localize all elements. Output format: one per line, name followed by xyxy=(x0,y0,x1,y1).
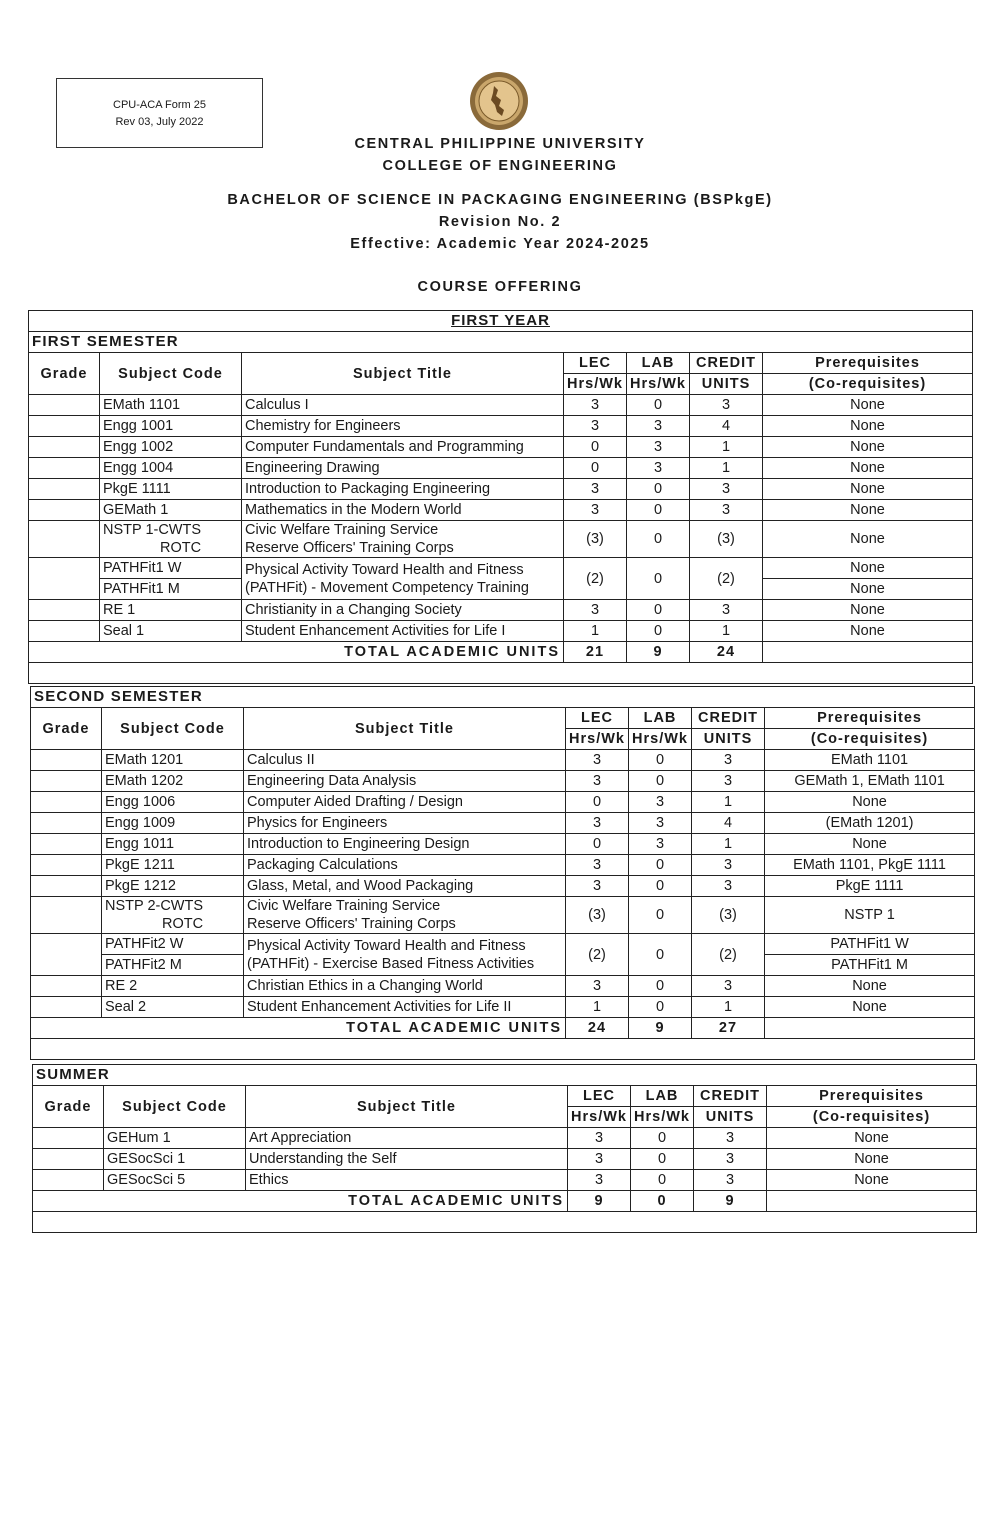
total-row: TOTAL ACADEMIC UNITS 9 0 9 xyxy=(33,1191,977,1212)
course-offering-title: COURSE OFFERING xyxy=(417,279,583,295)
total-row: TOTAL ACADEMIC UNITS 21 9 24 xyxy=(29,642,973,663)
semester-title: SECOND SEMESTER xyxy=(31,687,975,708)
col-units: UNITS xyxy=(690,374,763,395)
table-row: Engg 1011 Introduction to Engineering Design 0 3 1 None xyxy=(31,834,975,855)
table-row: GESocSci 1 Understanding the Self 3 0 3 None xyxy=(33,1149,977,1170)
table-row: GEHum 1 Art Appreciation 3 0 3 None xyxy=(33,1128,977,1149)
table-row: RE 1 Christianity in a Changing Society 3 0 3 None xyxy=(29,600,973,621)
table-row: PkgE 1212 Glass, Metal, and Wood Packaging 3 0 3 PkgE 1111 xyxy=(31,876,975,897)
table-row: Engg 1002 Computer Fundamentals and Programming 0 3 1 None xyxy=(29,437,973,458)
form-code: CPU-ACA Form 25 xyxy=(113,99,206,111)
university-name: CENTRAL PHILIPPINE UNIVERSITY xyxy=(354,136,646,152)
table-row: EMath 1202 Engineering Data Analysis 3 0 3 GEMath 1, EMath 1101 xyxy=(31,771,975,792)
table-row: Engg 1006 Computer Aided Drafting / Design 0 3 1 None xyxy=(31,792,975,813)
col-lab: LAB xyxy=(627,353,690,374)
effective-year: Effective: Academic Year 2024-2025 xyxy=(350,236,650,252)
table-row-pe-m: PATHFit2 M PATHFit1 M xyxy=(31,955,975,976)
year-title: FIRST YEAR xyxy=(29,311,973,332)
col-lab-hrs: Hrs/Wk xyxy=(627,374,690,395)
second-semester-table: SECOND SEMESTER Grade Subject Code Subject Title LEC LAB CREDIT Prerequisites Hrs/Wk Hrs/Wk UNITS (Co-requisites) EMath 1201 Calculus II 3 0 3 EMath 1101 EMath 1202 Engineering Data Analysis 3 0 3 GEMath 1, EMath 1101 Engg 1006 Computer Aided Drafting / Design 0 3 1 None Engg 1009 Physics for Engineers 3 3 4 (EMath 1201) Engg 1011 Introduction to Engineering Design 0 3 1 None PkgE 1211 Packaging Calculations 3 0 3 EMath 1101, PkgE 1111 PkgE 1212 Glass, Metal, and Wood Packaging 3 0 3 PkgE 1111 NSTP 2-CWTS ROTC Civic Welfare Training Service Reserve Officers' Training Corps (3) 0 (3) NSTP 1 PATHFit2 W Physical Activity Toward Health and Fitness (PATHFit) - Exercise Based Fitness Activities (2) 0 (2) PATHFit1 W PATHFit2 M PATHFit1 M RE 2 Christian Ethics in a Changing World 3 0 3 None Seal 2 Student Enhancement Activities for Life II 1 0 1 None TOTAL ACADEMIC UNITS 24 9 27 xyxy=(30,686,975,1060)
col-lec-hrs: Hrs/Wk xyxy=(564,374,627,395)
college-name: COLLEGE OF ENGINEERING xyxy=(382,158,618,174)
table-row: GEMath 1 Mathematics in the Modern World 3 0 3 None xyxy=(29,500,973,521)
table-row: Engg 1009 Physics for Engineers 3 3 4 (EMath 1201) xyxy=(31,813,975,834)
table-row: RE 2 Christian Ethics in a Changing World 3 0 3 None xyxy=(31,976,975,997)
total-row: TOTAL ACADEMIC UNITS 24 9 27 xyxy=(31,1018,975,1039)
table-row: Engg 1004 Engineering Drawing 0 3 1 None xyxy=(29,458,973,479)
table-row: Seal 1 Student Enhancement Activities for Life I 1 0 1 None xyxy=(29,621,973,642)
table-row-nstp: NSTP 2-CWTS ROTC Civic Welfare Training Service Reserve Officers' Training Corps (3) 0 (3) NSTP 1 xyxy=(31,897,975,934)
col-prereq: Prerequisites xyxy=(763,353,973,374)
table-row-pe-m: PATHFit1 M None xyxy=(29,579,973,600)
col-grade: Grade xyxy=(29,353,100,395)
table-row: EMath 1101 Calculus I 3 0 3 None xyxy=(29,395,973,416)
col-coreq: (Co-requisites) xyxy=(763,374,973,395)
col-title: Subject Title xyxy=(242,353,564,395)
col-credit: CREDIT xyxy=(690,353,763,374)
first-semester-table xyxy=(28,310,973,684)
form-revision: Rev 03, July 2022 xyxy=(115,116,204,128)
table-row: Engg 1001 Chemistry for Engineers 3 3 4 None xyxy=(29,416,973,437)
table-row-pe: PATHFit1 W Physical Activity Toward Health and Fitness (PATHFit) - Movement Competency Training (2) 0 (2) None xyxy=(29,558,973,579)
col-lec: LEC xyxy=(564,353,627,374)
revision-number: Revision No. 2 xyxy=(438,214,562,230)
table-row-nstp: NSTP 1-CWTS ROTC Civic Welfare Training Service Reserve Officers' Training Corps (3) 0 (3) None xyxy=(29,521,973,558)
university-seal-icon xyxy=(468,70,530,132)
summer-table: SUMMER Grade Subject Code Subject Title LEC LAB CREDIT Prerequisites Hrs/Wk Hrs/Wk UNITS (Co-requisites) GEHum 1 Art Appreciation 3 0 3 None GESocSci 1 Understanding the Self 3 0 3 None GESocSci 5 Ethics 3 0 3 None TOTAL ACADEMIC UNITS 9 0 9 xyxy=(32,1064,977,1233)
col-code: Subject Code xyxy=(100,353,242,395)
program-name: BACHELOR OF SCIENCE IN PACKAGING ENGINEERING (BSPkgE) xyxy=(227,192,773,208)
table-row: EMath 1201 Calculus II 3 0 3 EMath 1101 xyxy=(31,750,975,771)
table-row-pe: PATHFit2 W Physical Activity Toward Health and Fitness (PATHFit) - Exercise Based Fitness Activities (2) 0 (2) PATHFit1 W xyxy=(31,934,975,955)
table-row: PkgE 1111 Introduction to Packaging Engineering 3 0 3 None xyxy=(29,479,973,500)
semester-title: FIRST SEMESTER xyxy=(29,332,973,353)
semester-title: SUMMER xyxy=(33,1065,977,1086)
table-row: Seal 2 Student Enhancement Activities for Life II 1 0 1 None xyxy=(31,997,975,1018)
table-row: PkgE 1211 Packaging Calculations 3 0 3 EMath 1101, PkgE 1111 xyxy=(31,855,975,876)
table-row: GESocSci 5 Ethics 3 0 3 None xyxy=(33,1170,977,1191)
